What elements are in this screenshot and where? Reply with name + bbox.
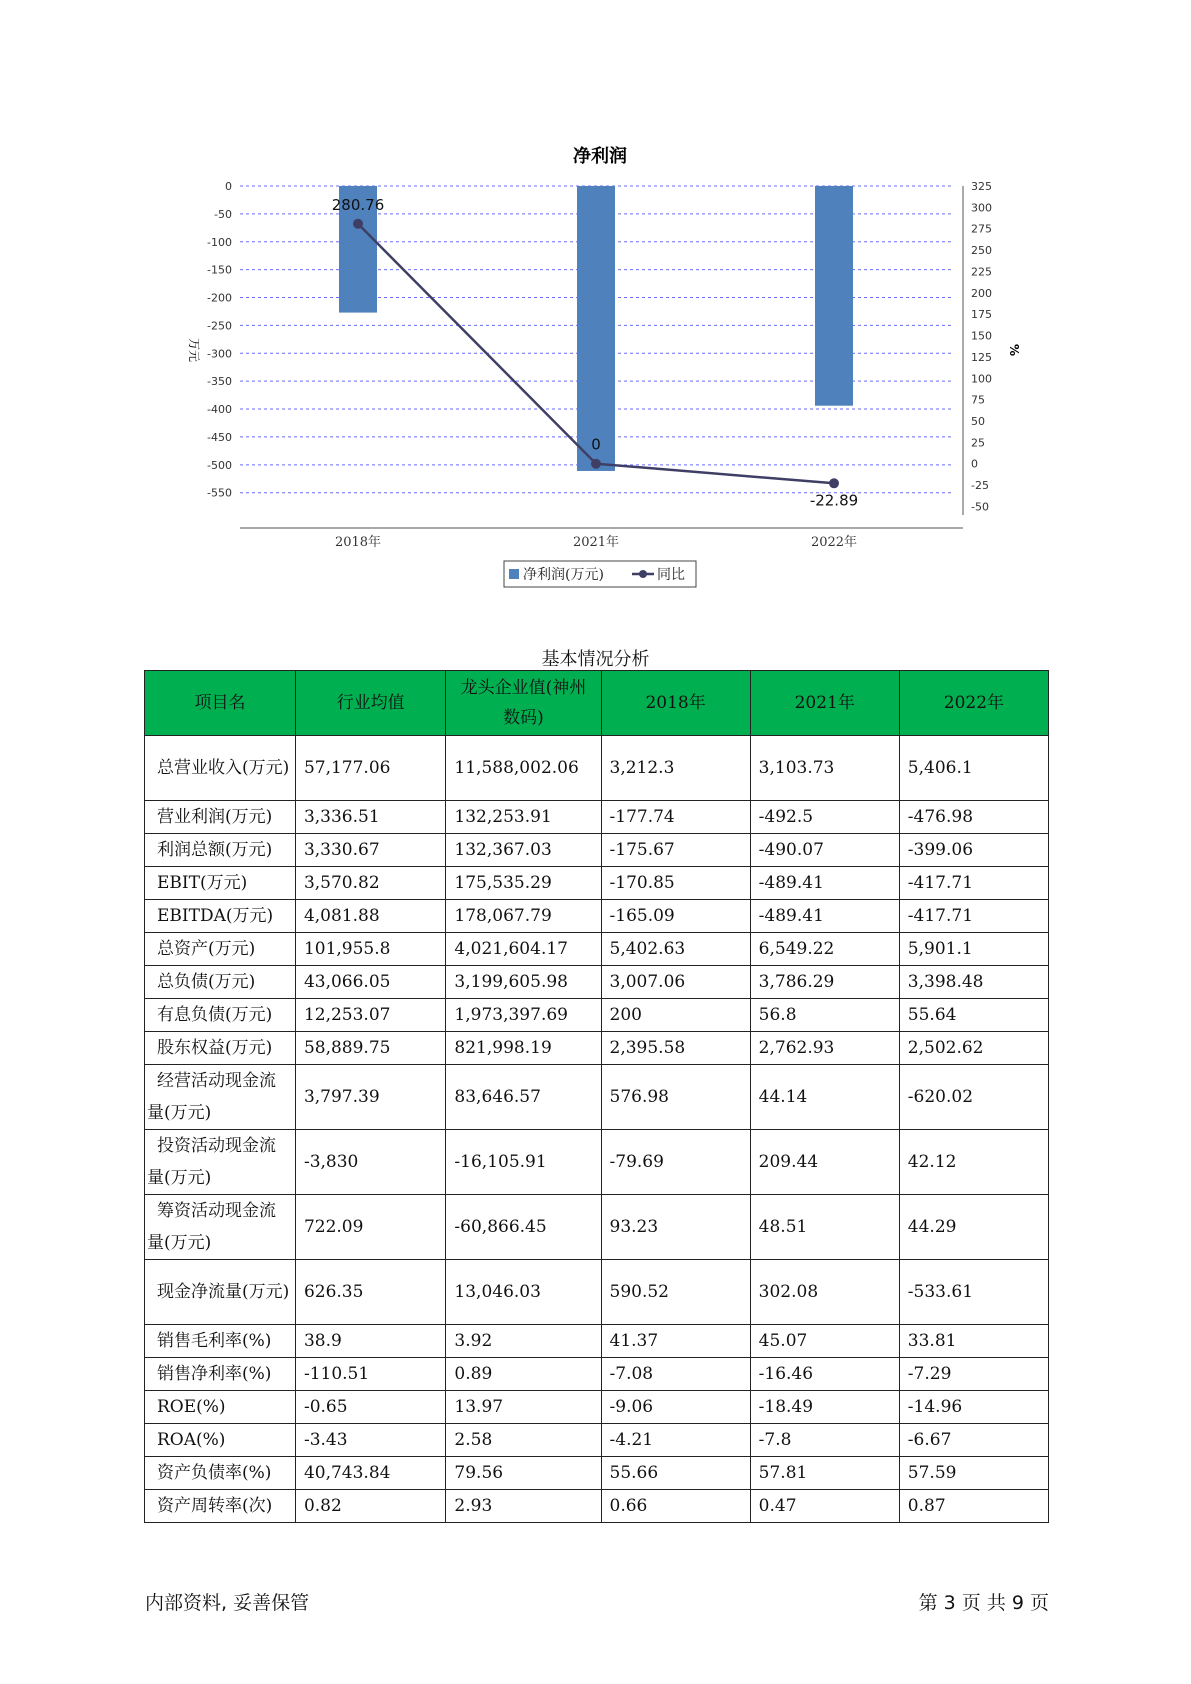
row-label: 总营业收入(万元) [145, 736, 296, 801]
table-cell: 0.82 [295, 1490, 445, 1523]
table-cell: 57.59 [899, 1457, 1048, 1490]
table-row [145, 1424, 1049, 1457]
table-cell: 3,212.3 [601, 736, 750, 801]
row-label: 销售毛利率(%) [145, 1325, 296, 1358]
table-cell: 0.66 [601, 1490, 750, 1523]
table-cell: -16,105.91 [446, 1130, 601, 1195]
yoy-point-1 [591, 459, 601, 469]
table-cell: 93.23 [601, 1195, 750, 1260]
yoy-data-label: 0 [591, 435, 601, 454]
table-cell: 33.81 [899, 1325, 1048, 1358]
row-label: 投资活动现金流量(万元) [145, 1130, 296, 1195]
table-cell: 44.29 [899, 1195, 1048, 1260]
table-cell: -177.74 [601, 801, 750, 834]
table-cell: 83,646.57 [446, 1065, 601, 1130]
row-label: ROA(%) [145, 1424, 296, 1457]
basic-analysis-table [144, 670, 1049, 1523]
row-label: 股东权益(万元) [145, 1032, 296, 1065]
table-cell: 3.92 [446, 1325, 601, 1358]
table-header-row [145, 671, 1049, 736]
table-cell: -0.65 [295, 1391, 445, 1424]
table-cell: 132,253.91 [446, 801, 601, 834]
table-cell: -175.67 [601, 834, 750, 867]
table-cell: 3,786.29 [750, 966, 899, 999]
table-cell: 3,199,605.98 [446, 966, 601, 999]
table-row [145, 736, 1049, 801]
table-cell: 1,973,397.69 [446, 999, 601, 1032]
table-cell: -620.02 [899, 1065, 1048, 1130]
table-cell: 11,588,002.06 [446, 736, 601, 801]
table-cell: -7.29 [899, 1358, 1048, 1391]
table-cell: -9.06 [601, 1391, 750, 1424]
yoy-data-label: -22.89 [809, 491, 859, 510]
table-cell: 48.51 [750, 1195, 899, 1260]
table-cell: 3,103.73 [750, 736, 899, 801]
table-row [145, 1130, 1049, 1195]
y-right-tick-label: 250 [971, 244, 992, 258]
table-cell: -79.69 [601, 1130, 750, 1195]
row-label: 资产周转率(次) [145, 1490, 296, 1523]
table-cell: 178,067.79 [446, 900, 601, 933]
table-cell: 200 [601, 999, 750, 1032]
table-cell: -533.61 [899, 1260, 1048, 1325]
table-row [145, 1457, 1049, 1490]
table-row [145, 1391, 1049, 1424]
net-profit-chart [0, 0, 1191, 600]
y-tick-label: -50 [214, 207, 232, 221]
y-tick-label: -100 [207, 235, 232, 249]
legend-bar-swatch [509, 569, 519, 579]
table-cell: 2,395.58 [601, 1032, 750, 1065]
table-cell: 79.56 [446, 1457, 601, 1490]
y-right-tick-label: 175 [971, 308, 992, 322]
table-row [145, 1358, 1049, 1391]
y-right-tick-label: 50 [971, 415, 985, 428]
header-2021: 2021年 [750, 671, 899, 736]
header-2018: 2018年 [601, 671, 750, 736]
y-right-tick-label: 125 [971, 350, 992, 364]
table-cell: 42.12 [899, 1130, 1048, 1195]
row-label: EBIT(万元) [145, 867, 296, 900]
yoy-data-label: 280.76 [331, 195, 385, 214]
table-cell: -6.67 [899, 1424, 1048, 1457]
table-cell: 13.97 [446, 1391, 601, 1424]
legend-line-marker [639, 570, 647, 578]
table-cell: 3,398.48 [899, 966, 1048, 999]
table-row [145, 1325, 1049, 1358]
table-row [145, 1065, 1049, 1130]
table-cell: -417.71 [899, 900, 1048, 933]
table-cell: 43,066.05 [295, 966, 445, 999]
y-right-tick-label: -25 [971, 479, 989, 493]
row-label: 资产负债率(%) [145, 1457, 296, 1490]
row-label: 筹资活动现金流量(万元) [145, 1195, 296, 1260]
table-cell: 4,081.88 [295, 900, 445, 933]
y-right-tick-label: 200 [971, 286, 992, 300]
table-cell: 55.66 [601, 1457, 750, 1490]
table-cell: 821,998.19 [446, 1032, 601, 1065]
table-cell: -490.07 [750, 834, 899, 867]
x-tick-label: 2018年 [334, 535, 382, 550]
row-label: 有息负债(万元) [145, 999, 296, 1032]
table-cell: 101,955.8 [295, 933, 445, 966]
table-cell: 38.9 [295, 1325, 445, 1358]
table-cell: -489.41 [750, 867, 899, 900]
yoy-point-0 [353, 219, 363, 229]
row-label: EBITDA(万元) [145, 900, 296, 933]
row-label: 利润总额(万元) [145, 834, 296, 867]
y-right-tick-label: 100 [971, 372, 992, 386]
table-cell: -3.43 [295, 1424, 445, 1457]
y-tick-label: -450 [207, 430, 232, 444]
table-cell: 3,570.82 [295, 867, 445, 900]
table-cell: 2,762.93 [750, 1032, 899, 1065]
table-row [145, 1490, 1049, 1523]
table-row [145, 999, 1049, 1032]
table-cell: -417.71 [899, 867, 1048, 900]
header-leader-value: 龙头企业值(神州数码) [446, 671, 601, 736]
table-row [145, 1195, 1049, 1260]
table-cell: -489.41 [750, 900, 899, 933]
table-cell: 0.89 [446, 1358, 601, 1391]
table-cell: 3,330.67 [295, 834, 445, 867]
y-tick-label: -300 [207, 347, 232, 361]
y-right-tick-label: -50 [971, 500, 989, 514]
table-cell: 6,549.22 [750, 933, 899, 966]
table-cell: -492.5 [750, 801, 899, 834]
table-cell: -170.85 [601, 867, 750, 900]
table-cell: -16.46 [750, 1358, 899, 1391]
y-right-tick-label: 0 [971, 457, 978, 471]
table-cell: -18.49 [750, 1391, 899, 1424]
header-item-name: 项目名 [145, 671, 296, 736]
table-cell: 3,007.06 [601, 966, 750, 999]
table-cell: 5,402.63 [601, 933, 750, 966]
table-cell: 590.52 [601, 1260, 750, 1325]
table-cell: -60,866.45 [446, 1195, 601, 1260]
x-tick-label: 2021年 [572, 535, 620, 550]
table-row [145, 933, 1049, 966]
y-tick-label: 0 [225, 180, 232, 193]
y-right-tick-label: 25 [971, 436, 985, 450]
table-title: 基本情况分析 [541, 649, 650, 670]
table-cell: 2.93 [446, 1490, 601, 1523]
row-label: 总负债(万元) [145, 966, 296, 999]
x-tick-label: 2022年 [810, 535, 858, 550]
table-cell: 45.07 [750, 1325, 899, 1358]
row-label: 现金净流量(万元) [145, 1260, 296, 1325]
table-cell: 57,177.06 [295, 736, 445, 801]
table-cell: 55.64 [899, 999, 1048, 1032]
table-cell: 302.08 [750, 1260, 899, 1325]
y-right-tick-label: 150 [971, 329, 992, 343]
row-label: 销售净利率(%) [145, 1358, 296, 1391]
table-cell: -476.98 [899, 801, 1048, 834]
table-cell: -165.09 [601, 900, 750, 933]
y-right-tick-label: 300 [971, 201, 992, 215]
y-right-tick-label: 225 [971, 265, 992, 279]
bar-2 [815, 186, 853, 406]
row-label: 总资产(万元) [145, 933, 296, 966]
chart-title: 净利润 [573, 146, 627, 167]
table-cell: -14.96 [899, 1391, 1048, 1424]
table-cell: 56.8 [750, 999, 899, 1032]
table-cell: -7.8 [750, 1424, 899, 1457]
table-cell: 132,367.03 [446, 834, 601, 867]
y-tick-label: -400 [207, 403, 232, 417]
table-cell: 12,253.07 [295, 999, 445, 1032]
table-cell: 576.98 [601, 1065, 750, 1130]
row-label: 经营活动现金流量(万元) [145, 1065, 296, 1130]
y-right-tick-label: 275 [971, 222, 992, 236]
table-body [145, 736, 1049, 1523]
table-cell: 5,406.1 [899, 736, 1048, 801]
table-cell: 626.35 [295, 1260, 445, 1325]
table-cell: 0.87 [899, 1490, 1048, 1523]
header-industry-avg: 行业均值 [295, 671, 445, 736]
y-tick-label: -250 [207, 319, 232, 333]
table-cell: -110.51 [295, 1358, 445, 1391]
table-cell: 3,336.51 [295, 801, 445, 834]
table-cell: -3,830 [295, 1130, 445, 1195]
table-cell: 209.44 [750, 1130, 899, 1195]
table-cell: -399.06 [899, 834, 1048, 867]
table-row [145, 900, 1049, 933]
table-cell: 5,901.1 [899, 933, 1048, 966]
table-row [145, 867, 1049, 900]
header-2022: 2022年 [899, 671, 1048, 736]
y-tick-label: -200 [207, 291, 232, 305]
table-row [145, 966, 1049, 999]
y-right-tick-label: 325 [971, 180, 992, 193]
table-cell: -7.08 [601, 1358, 750, 1391]
bar-1 [577, 186, 615, 471]
y-right-tick-label: 75 [971, 393, 985, 407]
row-label: ROE(%) [145, 1391, 296, 1424]
y-tick-label: -150 [207, 263, 232, 277]
table-row [145, 1260, 1049, 1325]
legend-line-label: 同比 [657, 567, 685, 583]
y-axis-label: 万元 [187, 337, 201, 363]
table-row [145, 801, 1049, 834]
table-cell: 57.81 [750, 1457, 899, 1490]
table-row [145, 834, 1049, 867]
table-cell: 2.58 [446, 1424, 601, 1457]
footer-page-number: 第 3 页 共 9 页 [918, 1592, 1049, 1614]
table-cell: 4,021,604.17 [446, 933, 601, 966]
y-tick-label: -500 [207, 458, 232, 472]
y-right-axis-label: % [1007, 343, 1021, 357]
table-cell: 44.14 [750, 1065, 899, 1130]
table-cell: 0.47 [750, 1490, 899, 1523]
table-cell: 3,797.39 [295, 1065, 445, 1130]
yoy-point-2 [829, 478, 839, 488]
table-cell: 722.09 [295, 1195, 445, 1260]
y-tick-label: -550 [207, 486, 232, 500]
table-cell: -4.21 [601, 1424, 750, 1457]
footer-confidential-note: 内部资料, 妥善保管 [145, 1592, 310, 1614]
chart-svg [0, 0, 1191, 600]
table-cell: 58,889.75 [295, 1032, 445, 1065]
y-tick-label: -350 [207, 375, 232, 389]
table-cell: 41.37 [601, 1325, 750, 1358]
table-cell: 13,046.03 [446, 1260, 601, 1325]
table-cell: 175,535.29 [446, 867, 601, 900]
table-cell: 40,743.84 [295, 1457, 445, 1490]
table-cell: 2,502.62 [899, 1032, 1048, 1065]
legend-bar-label: 净利润(万元) [523, 567, 604, 583]
row-label: 营业利润(万元) [145, 801, 296, 834]
table-row [145, 1032, 1049, 1065]
